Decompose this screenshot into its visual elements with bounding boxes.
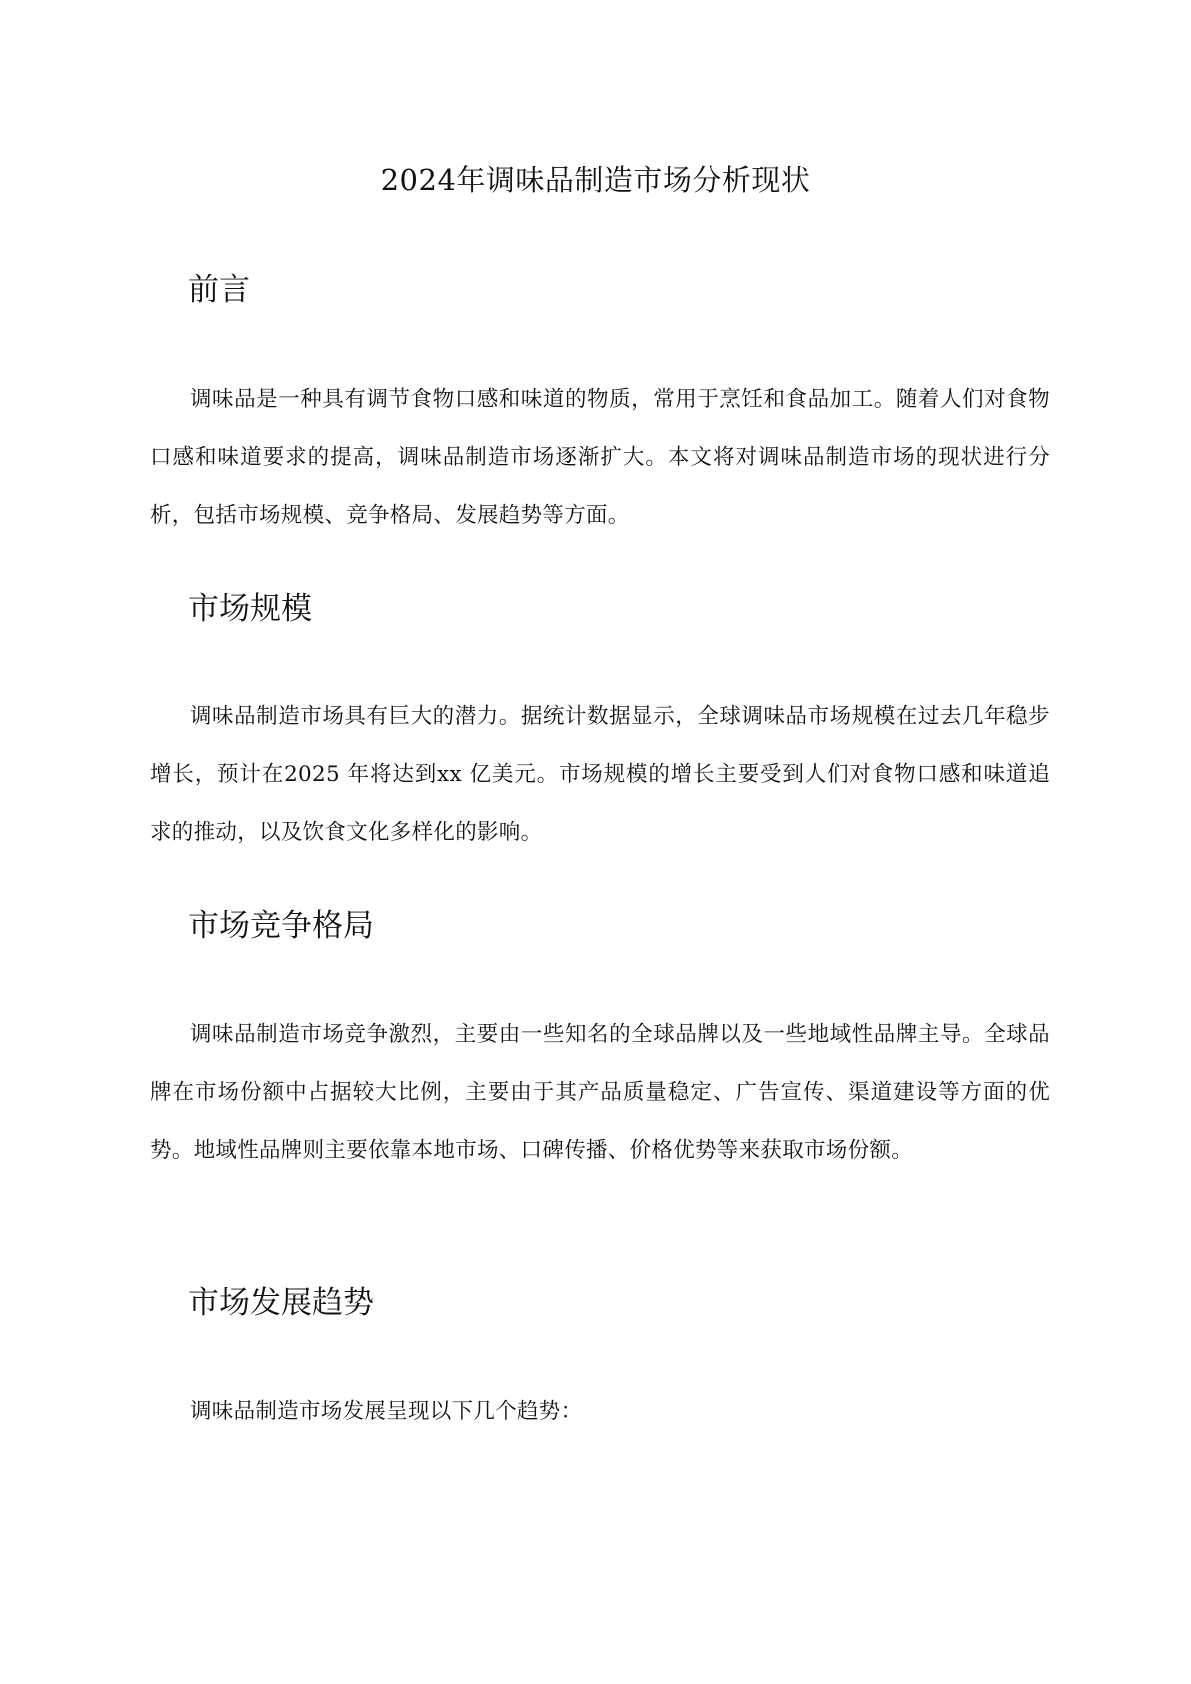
section-paragraph-competition: 调味品制造市场竞争激烈，主要由一些知名的全球品牌以及一些地域性品牌主导。全球品牌在市场份额中占据较大比例，主要由于其产品质量稳定、广告宣传、渠道建设等方面的优势。地域性品牌则主要依靠本地市场、口碑传播、价格优势等来获取市场份额。	[150, 1022, 1050, 1163]
section-paragraph-trends: 调味品制造市场发展呈现以下几个趋势：	[190, 1399, 583, 1424]
section-heading-preface: 前言	[188, 272, 250, 308]
document-title: 2024年调味品制造市场分析现状	[380, 163, 811, 197]
section-heading-market-size: 市场规模	[188, 591, 312, 627]
section-heading-trends: 市场发展趋势	[188, 1285, 374, 1321]
section-heading-competition: 市场竞争格局	[188, 908, 374, 944]
section-paragraph-preface: 调味品是一种具有调节食物口感和味道的物质，常用于烹饪和食品加工。随着人们对食物口感和味道要求的提高，调味品制造市场逐渐扩大。本文将对调味品制造市场的现状进行分析，包括市场规模、竞争格局、发展趋势等方面。	[150, 387, 1050, 528]
section-paragraph-market-size: 调味品制造市场具有巨大的潜力。据统计数据显示，全球调味品市场规模在过去几年稳步增长，预计在2025 年将达到xx 亿美元。市场规模的增长主要受到人们对食物口感和味道追求的推动，以及饮食文化多样化的影响。	[150, 704, 1050, 845]
